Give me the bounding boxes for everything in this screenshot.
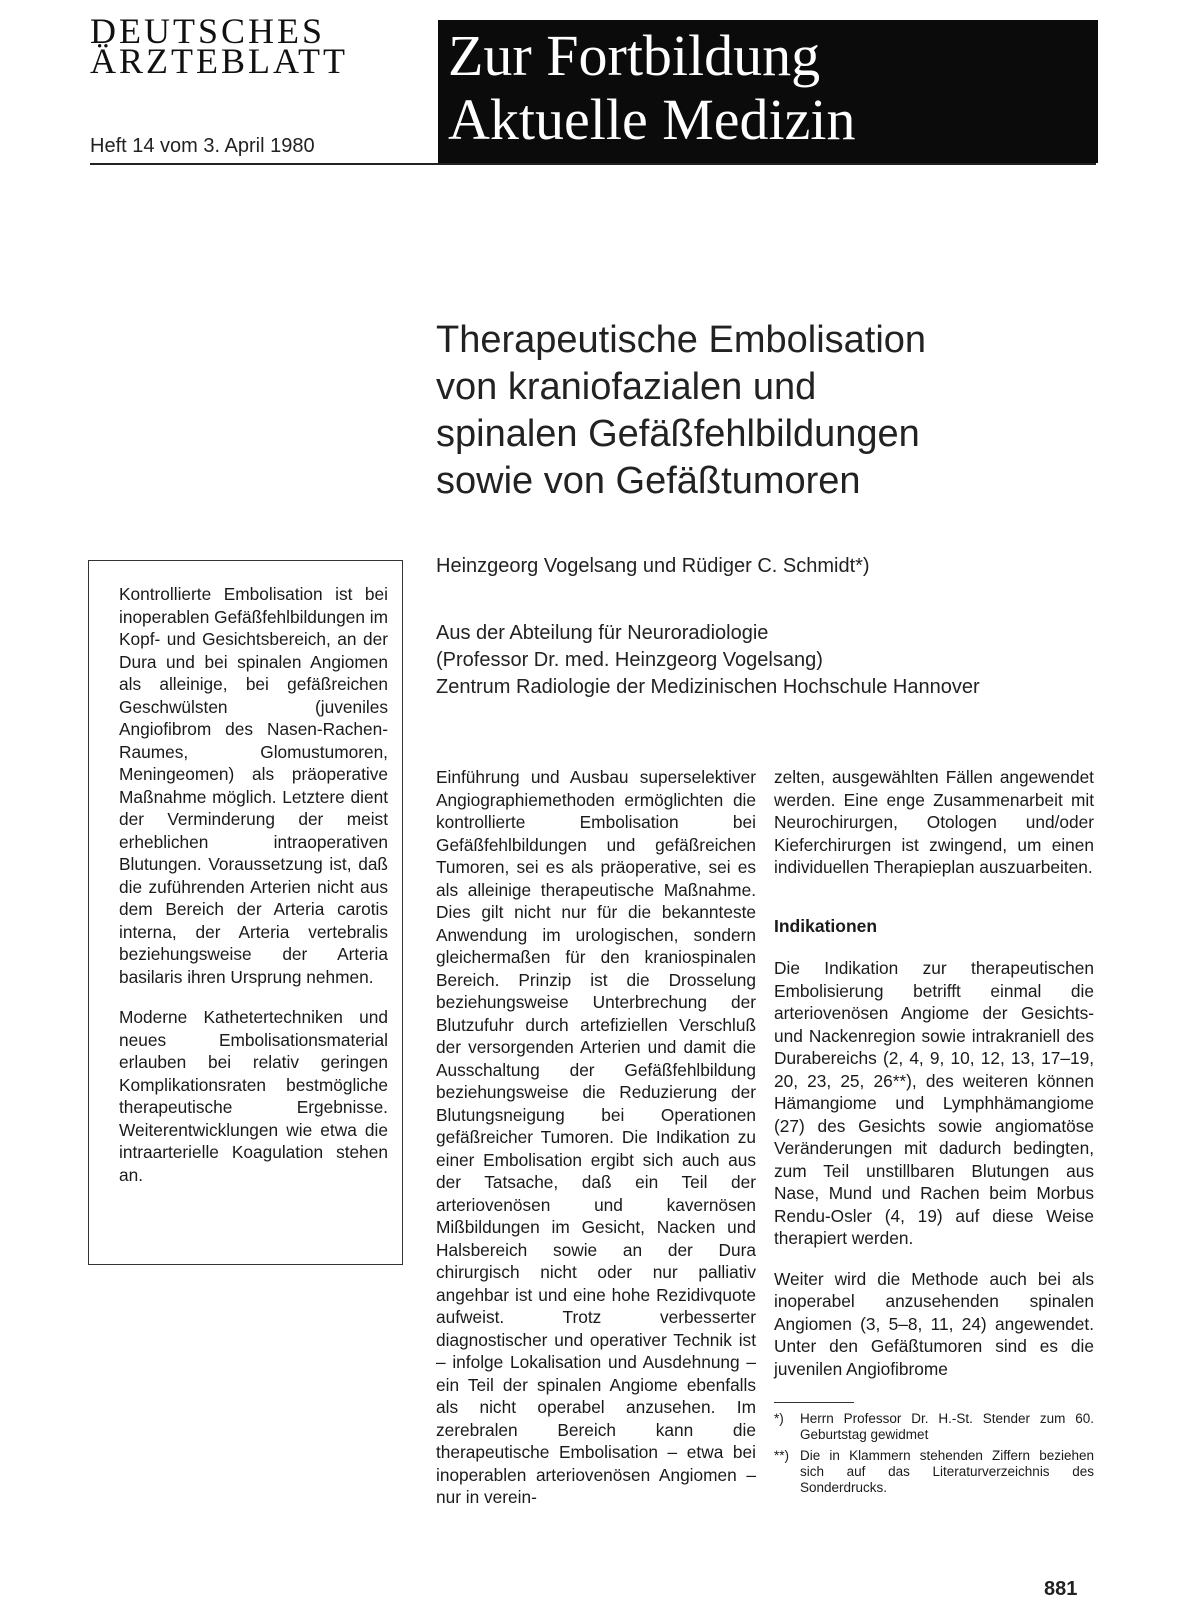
affiliation-line: Zentrum Radiologie der Medizinischen Hochschule Hannover: [436, 676, 980, 698]
affiliation-line: (Professor Dr. med. Heinzgeorg Vogelsang): [436, 649, 823, 671]
affiliation-line: Aus der Abteilung für Neuroradiologie: [436, 622, 769, 644]
abstract-paragraph: Kontrollierte Embolisation ist bei inoperablen Gefäßfehlbildungen im Kopf- und Gesichtsbereich, an der Dura und bei spinalen Angiomen als alleinige, bei gefäßreichen Geschwülsten (juveniles Angiofibrom des Nasen-Rachen-Raumes, Glomustumoren, Meningeomen) als präoperative Maßnahme möglich. Letztere dient der Verminderung der meist erheblichen intraoperativen Blutungen. Voraussetzung ist, daß die zuführenden Arterien nicht aus dem Bereich der Arteria carotis interna, der Arteria vertebralis beziehungsweise der Arteria basilaris ihren Ursprung nehmen.: [119, 584, 388, 987]
body-paragraph: Die Indikation zur therapeutischen Embolisierung betrifft einmal die arteriovenösen Angiome der Gesichts- und Nackenregion sowie intrakraniell des Durabereichs (2, 4, 9, 10, 12, 13, 17–19, 20, 23, 25, 26**), des weiteren können Hämangiome und Lymphhämangiome (27) des Gesichts sowie angiomatöse Veränderungen mit dadurch bedingten, zum Teil unstillbaren Blutungen aus Nase, Mund und Rachen beim Morbus Rendu-Osler (4, 19) auf diese Weise therapiert werden.: [774, 958, 1094, 1248]
banner-line-1: Zur Fortbildung: [448, 23, 821, 88]
footnote-text: Herrn Professor Dr. H.-St. Stender zum 60. Geburtstag gewidmet: [800, 1411, 1094, 1442]
article-title: [436, 317, 1096, 505]
footnote-mark: **): [774, 1448, 790, 1463]
masthead-line-2: ÄRZTEBLATT: [90, 41, 348, 81]
section-heading: Indikationen: [774, 915, 878, 936]
title-line: sowie von Gefäßtumoren: [436, 460, 861, 502]
footnote: [774, 1448, 1094, 1496]
title-line: spinalen Gefäßfehlbildungen: [436, 413, 920, 455]
abstract-box: [88, 560, 403, 1265]
body-column-2: [774, 766, 1094, 1501]
title-line: Therapeutische Embolisation: [436, 319, 927, 361]
title-line: von kraniofazialen und: [436, 366, 817, 408]
body-paragraph: zelten, ausgewählten Fällen angewendet werden. Eine enge Zusammenarbeit mit Neurochirurgen, Otologen und/oder Kieferchirurgen ist zwingend, um einen individuellen Therapieplan auszuarbeiten.: [774, 767, 1094, 877]
affiliation: [436, 620, 980, 701]
footnote-mark: *): [774, 1411, 784, 1426]
banner-line-2: Aktuelle Medizin: [448, 87, 856, 152]
body-paragraph: Einführung und Ausbau superselektiver Angiographiemethoden ermöglichten die kontrollierte Embolisation bei Gefäßfehlbildungen und gefäßreichen Tumoren, sei es als präoperative, sei es als alleinige therapeutische Maßnahme. Dies gilt nicht nur für die bekannteste Anwendung im urologischen, sondern gleichermaßen für den kraniospinalen Bereich. Prinzip ist die Drosselung beziehungsweise Unterbrechung der Blutzufuhr durch artefiziellen Verschluß der versorgenden Arterien und damit die Ausschaltung der Gefäßfehlbildung beziehungsweise die Reduzierung der Blutungsneigung bei Operationen gefäßreicher Tumoren. Die Indikation zu einer Embolisation ergibt sich auch aus der Tatsache, daß ein Teil der arteriovenösen und kavernösen Mißbildungen im Gesicht, Nacken und Halsbereich sowie an der Dura chirurgisch nicht oder nur palliativ angehbar ist und eine hohe Rezidivquote aufweist. Trotz verbesserter diagnostischer und operativer Technik ist – infolge Lokalisation und Ausdehnung – ein Teil der spinalen Angiome ebenfalls als nicht operabel anzusehen. Im zerebralen Bereich kann die therapeutische Embolisation – etwa bei inoperablen arteriovenösen Angiomen – nur in verein-: [436, 767, 756, 1507]
footnotes: [774, 1411, 1094, 1496]
abstract-paragraph: Moderne Kathetertechniken und neues Embolisationsmaterial erlauben bei relativ geringen Komplikationsraten bestmögliche therapeutische Ergebnisse. Weiterentwicklungen wie etwa die intraarterielle Koagulation stehen an.: [119, 1007, 388, 1185]
body-paragraph: Weiter wird die Methode auch bei als inoperabel anzusehenden spinalen Angiomen (3, 5–8, 11, 24) angewendet. Unter den Gefäßtumoren sind es die juvenilen Angiofibrome: [774, 1268, 1094, 1379]
page-number: 881: [1044, 1578, 1078, 1600]
masthead-line-1: DEUTSCHES: [90, 11, 326, 51]
footnote: [774, 1411, 1094, 1443]
authors: Heinzgeorg Vogelsang und Rüdiger C. Schmidt*): [436, 555, 870, 577]
body-column-1: [436, 766, 756, 1527]
issue-date: Heft 14 vom 3. April 1980: [90, 135, 315, 157]
section-banner: [438, 20, 1098, 163]
masthead-logo: [90, 11, 420, 81]
footnote-rule: [774, 1402, 854, 1403]
footnote-text: Die in Klammern stehenden Ziffern beziehen sich auf das Literaturverzeichnis des Sonderdrucks.: [800, 1448, 1094, 1495]
header-rule: [90, 163, 1096, 165]
